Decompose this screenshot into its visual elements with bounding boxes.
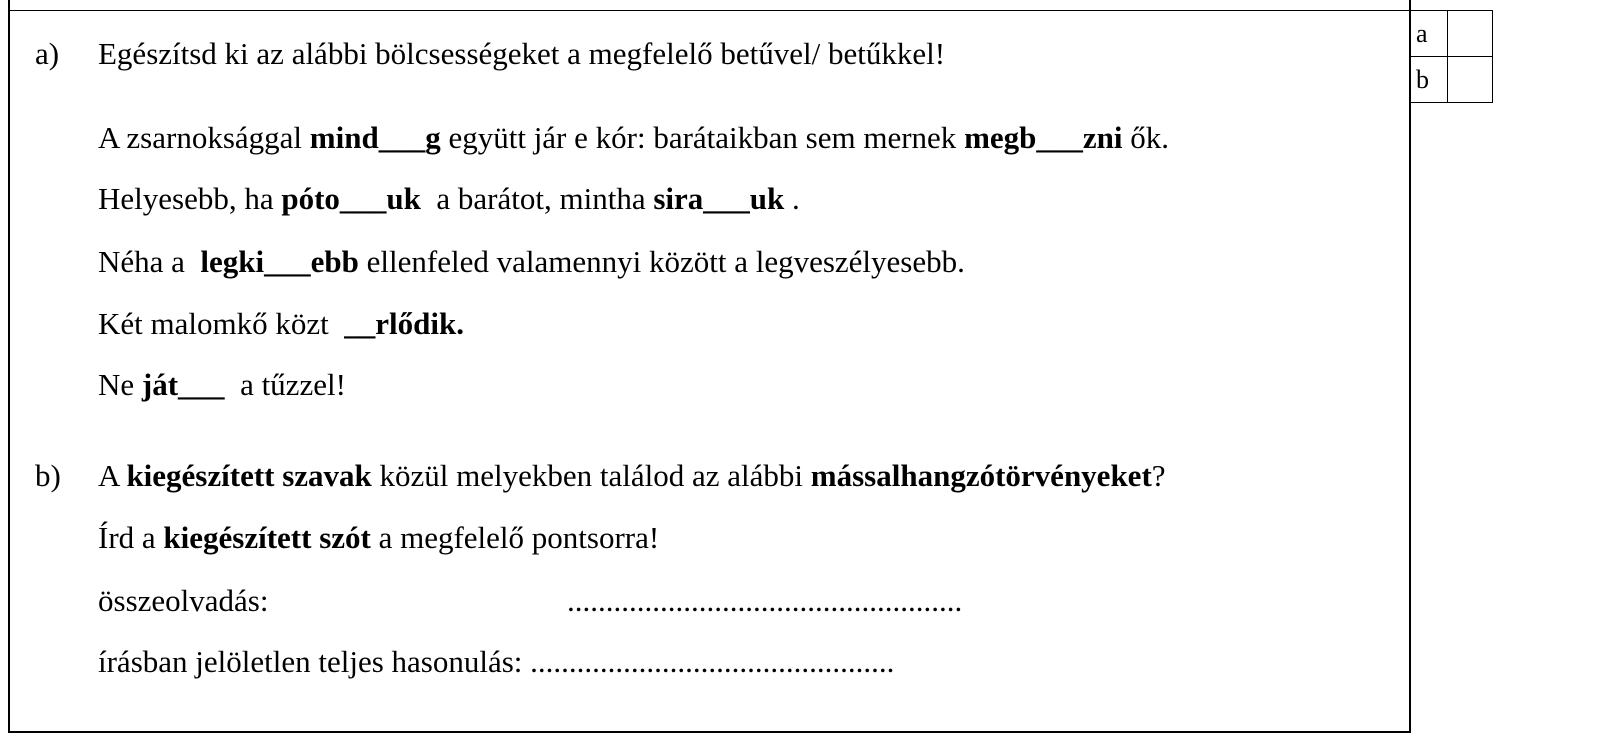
text-segment: írásban jelöletlen teljes hasonulás: bbox=[98, 644, 523, 679]
emphasis: kiegészített szót bbox=[163, 520, 371, 555]
proverb-line-1 bbox=[98, 120, 1169, 156]
emphasis: kiegészített szavak bbox=[126, 458, 372, 493]
text-segment: közül melyekben találod az alábbi bbox=[371, 458, 811, 493]
text-segment: Írd a bbox=[98, 520, 164, 555]
answer-field-osszeolvadas[interactable]: ................................................... bbox=[567, 583, 963, 618]
text-segment: a megfelelő pontsorra! bbox=[370, 520, 660, 555]
text-segment: A bbox=[98, 458, 127, 493]
text-segment: a barátot, mintha bbox=[420, 181, 654, 216]
text-segment: Helyesebb, ha bbox=[98, 181, 282, 216]
blank-word: legki___ebb bbox=[200, 244, 359, 279]
score-row-a bbox=[1411, 11, 1493, 57]
score-box-b[interactable] bbox=[1448, 57, 1493, 103]
text-segment: a tűzzel! bbox=[224, 367, 346, 402]
proverb-line-3 bbox=[98, 244, 965, 280]
answer-field-hasonulas[interactable]: ............................................... bbox=[522, 644, 895, 679]
score-row-label: a bbox=[1411, 11, 1448, 57]
text-segment: ellenfeled valamennyi között a legveszélyesebb. bbox=[358, 244, 965, 279]
blank-word: ját___ bbox=[141, 367, 225, 402]
text-segment: együtt jár e kór: barátaikban sem mernek bbox=[440, 120, 965, 155]
frame-top-stub-right bbox=[1409, 0, 1411, 10]
text-segment: . bbox=[784, 181, 800, 216]
score-table bbox=[1410, 10, 1493, 103]
proverb-line-4 bbox=[98, 306, 464, 342]
proverb-line-2 bbox=[98, 181, 800, 217]
part-b-question bbox=[98, 458, 1166, 494]
text-segment: Ne bbox=[98, 367, 142, 402]
blank-word: __rlődik. bbox=[344, 306, 464, 341]
emphasis: mássalhangzótörvényeket bbox=[810, 458, 1152, 493]
proverb-line-5 bbox=[98, 367, 346, 403]
part-b-instruction bbox=[98, 520, 659, 556]
text-segment: Két malomkő közt bbox=[98, 306, 345, 341]
score-box-a[interactable] bbox=[1448, 11, 1493, 57]
part-a-instruction: Egészítsd ki az alábbi bölcsességeket a megfelelő betűvel/ betűkkel! bbox=[98, 36, 946, 71]
text-segment: Néha a bbox=[98, 244, 201, 279]
part-b-marker: b) bbox=[35, 458, 61, 493]
answer-label-osszeolvadas: összeolvadás: bbox=[98, 583, 269, 618]
text-segment: A zsarnoksággal bbox=[98, 120, 310, 155]
frame-top-stub-left bbox=[8, 0, 10, 10]
blank-word: mind___g bbox=[309, 120, 441, 155]
score-row-label: b bbox=[1411, 57, 1448, 103]
text-segment: ők. bbox=[1122, 120, 1169, 155]
blank-word: megb___zni bbox=[964, 120, 1123, 155]
blank-word: póto___uk bbox=[281, 181, 421, 216]
score-row-b bbox=[1411, 57, 1493, 103]
answer-label-hasonulas bbox=[98, 644, 894, 680]
blank-word: sira___uk bbox=[653, 181, 785, 216]
text-segment: ? bbox=[1151, 458, 1166, 493]
part-a-marker: a) bbox=[35, 36, 60, 71]
